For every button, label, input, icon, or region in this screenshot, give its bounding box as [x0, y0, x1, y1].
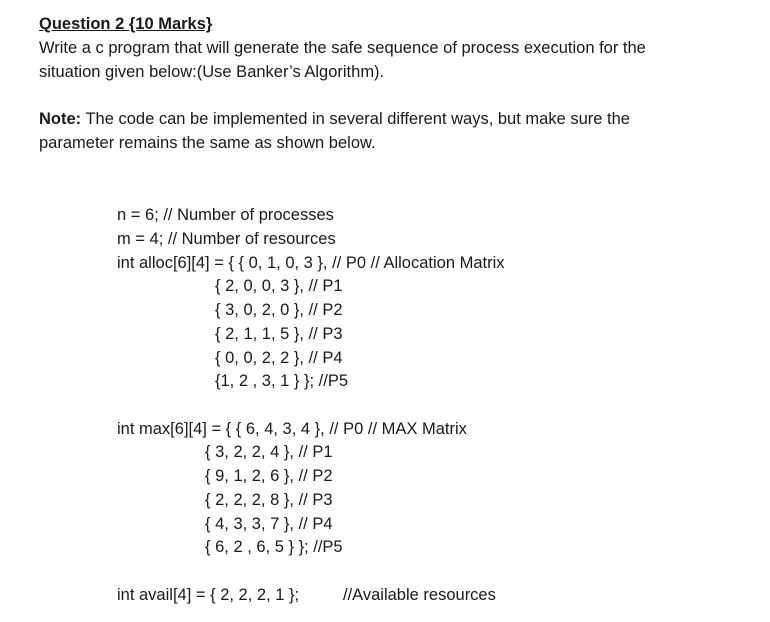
code-max-line: int max[6][4] = { { 6, 4, 3, 4 }, // P0 // MAX Matrix: [117, 420, 467, 438]
code-alloc-line: { 0, 0, 2, 2 }, // P4: [215, 349, 343, 367]
question-prompt-line-1: Write a c program that will generate the safe sequence of process execution for the: [39, 39, 646, 57]
code-avail-declaration: int avail[4] = { 2, 2, 2, 1 };: [117, 586, 300, 604]
note-text: The code can be implemented in several different ways, but make sure the: [81, 110, 630, 128]
code-alloc-line: { 2, 1, 1, 5 }, // P3: [215, 325, 343, 343]
code-max-line: { 9, 1, 2, 6 }, // P2: [205, 467, 333, 485]
note-line-2: parameter remains the same as shown below.: [39, 134, 376, 152]
code-alloc-line: int alloc[6][4] = { { 0, 1, 0, 3 }, // P0 // Allocation Matrix: [117, 254, 505, 272]
code-alloc-line: { 3, 0, 2, 0 }, // P2: [215, 301, 343, 319]
note-line-1: [39, 109, 630, 129]
code-n-line: n = 6; // Number of processes: [117, 206, 334, 224]
note-label: Note:: [39, 110, 82, 128]
code-max-line: { 3, 2, 2, 4 }, // P1: [205, 443, 333, 461]
code-max-line: { 6, 2 , 6, 5 } }; //P5: [205, 538, 343, 556]
code-alloc-line: { 2, 0, 0, 3 }, // P1: [215, 277, 343, 295]
code-alloc-line: {1, 2 , 3, 1 } }; //P5: [215, 372, 349, 390]
question-title: Question 2 {10 Marks}: [39, 15, 213, 33]
code-max-line: { 2, 2, 2, 8 }, // P3: [205, 491, 333, 509]
code-avail-comment: //Available resources: [343, 586, 496, 604]
question-prompt-line-2: situation given below:(Use Banker’s Algorithm).: [39, 63, 385, 81]
code-max-line: { 4, 3, 3, 7 }, // P4: [205, 515, 333, 533]
code-m-line: m = 4; // Number of resources: [117, 230, 336, 248]
